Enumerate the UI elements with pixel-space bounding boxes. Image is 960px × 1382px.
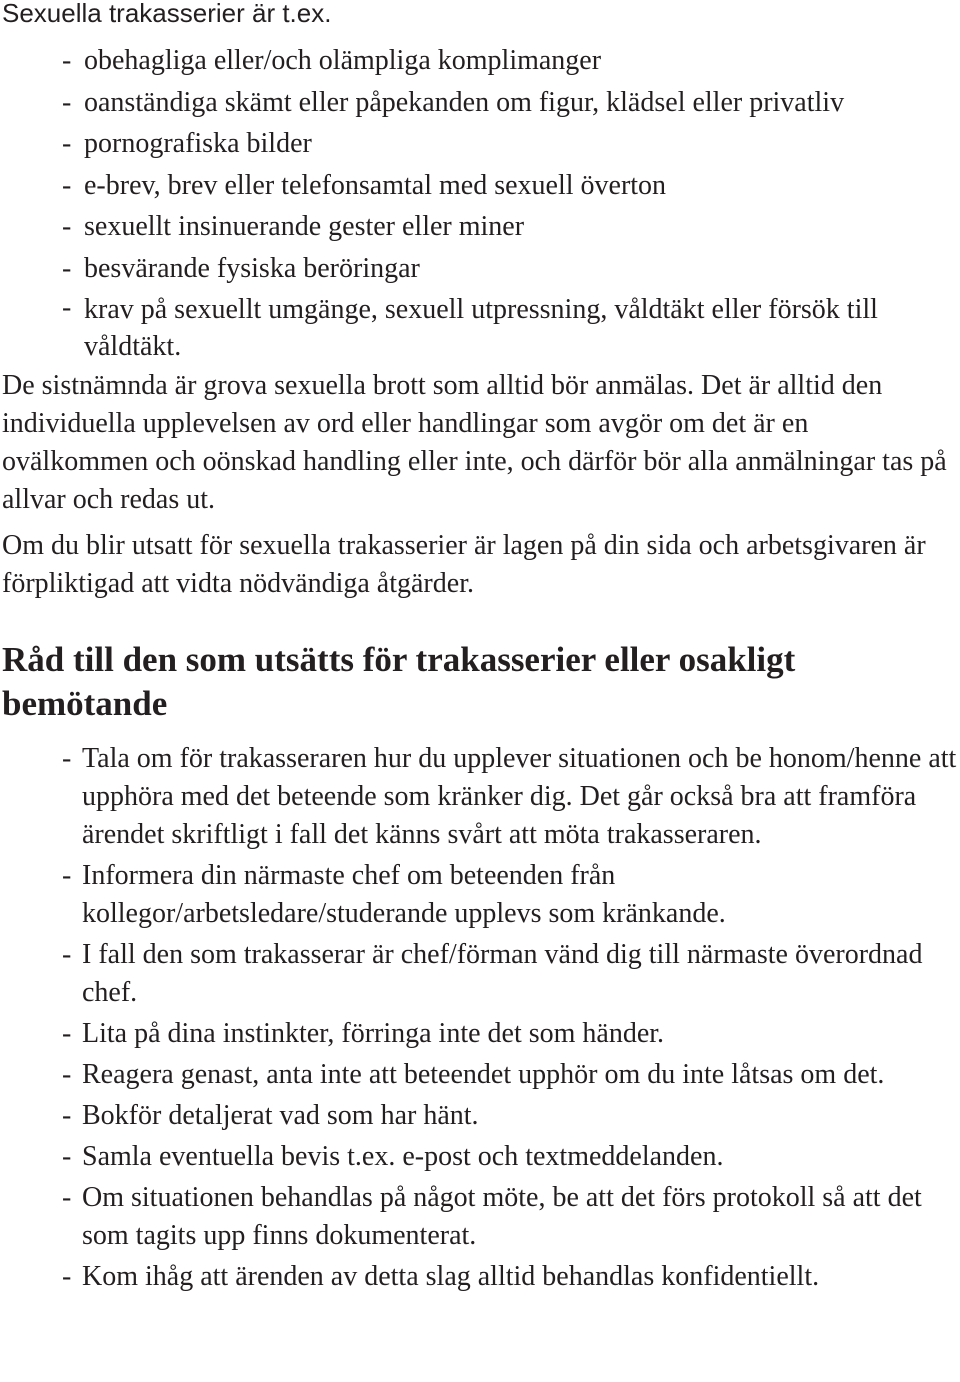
list-item-text: Lita på dina instinkter, förringa inte det som händer. (82, 1018, 665, 1049)
list-item (62, 740, 960, 854)
list-dash: - (62, 743, 72, 774)
paragraph-serious-crimes: De sistnämnda är grova sexuella brott som alltid bör anmälas. Det är alltid den individuella upplevelsen av ord eller handlingar som avgör om det är en ovälkommen och oönskad handling eller inte, och därför bör alla anmälningar tas på allvar och redas ut. (2, 370, 947, 515)
list-dash: - (62, 45, 72, 76)
list-item-text: e-brev, brev eller telefonsamtal med sexuell överton (84, 169, 667, 201)
list-dash: - (62, 1018, 72, 1049)
list-item-text: Informera din närmaste chef om beteenden från kollegor/arbetsledare/studerande upplevs som kränkande. (82, 860, 726, 929)
list-dash: - (62, 1182, 72, 1213)
list-item-text: obehagliga eller/och olämpliga komplimanger (84, 45, 602, 76)
list-item-text: Samla eventuella bevis t.ex. e-post och textmeddelanden. (82, 1141, 724, 1172)
list-item-text: oanständiga skämt eller påpekanden om figur, klädsel eller privatliv (84, 86, 845, 118)
list-dash: - (62, 1261, 72, 1292)
list-dash: - (62, 292, 72, 323)
list-item (62, 206, 960, 248)
list-item (62, 1258, 960, 1296)
list-item (62, 1056, 960, 1094)
list-item (62, 248, 960, 290)
list-dash: - (62, 860, 72, 891)
intro-heading: Sexuella trakasserier är t.ex. (2, 0, 332, 28)
list-item (62, 165, 960, 207)
list-item-text: sexuellt insinuerande gester eller miner (84, 211, 525, 242)
list-dash: - (62, 86, 72, 118)
list-item-text: Om situationen behandlas på något möte, be att det förs protokoll så att det som tagits upp finns dokumenterat. (82, 1182, 922, 1251)
list-item (62, 1015, 960, 1053)
advice-heading: Råd till den som utsätts för trakasserier eller osakligt bemötande (2, 640, 796, 723)
list-item (62, 123, 960, 165)
list-item (62, 1097, 960, 1135)
list-item-text: pornografiska bilder (84, 128, 312, 159)
list-item-text: I fall den som trakasserar är chef/förman vänd dig till närmaste överordnad chef. (82, 939, 923, 1008)
list-dash: - (62, 128, 72, 159)
list-item (62, 857, 960, 933)
advice-list (62, 740, 960, 1299)
list-item-text: Tala om för trakasseraren hur du upplever situationen och be honom/henne att upphöra med det beteende som kränker dig. Det går också bra att framföra ärendet skriftligt i fall det känns svårt att möta trakasseraren. (82, 743, 957, 850)
paragraph-employer-obligation: Om du blir utsatt för sexuella trakasserier är lagen på din sida och arbetsgivaren är förpliktigad att vidta nödvändiga åtgärder. (2, 530, 926, 599)
list-item-text: Bokför detaljerat vad som har hänt. (82, 1100, 479, 1131)
list-dash: - (62, 211, 72, 242)
list-dash: - (62, 1141, 72, 1172)
list-item (62, 936, 960, 1012)
list-item-text: Reagera genast, anta inte att beteendet upphör om du inte låtsas om det. (82, 1059, 885, 1090)
list-dash: - (62, 252, 72, 284)
list-item-text: Kom ihåg att ärenden av detta slag alltid behandlas konfidentiellt. (82, 1261, 820, 1292)
examples-list (62, 40, 960, 365)
list-dash: - (62, 939, 72, 970)
list-item (62, 1138, 960, 1176)
list-item (62, 289, 960, 365)
list-item-text: besvärande fysiska beröringar (84, 252, 420, 284)
list-item (62, 1179, 960, 1255)
list-dash: - (62, 1100, 72, 1131)
list-dash: - (62, 1059, 72, 1090)
list-item (62, 82, 960, 124)
list-dash: - (62, 169, 72, 201)
list-item (62, 40, 960, 82)
list-item-text: krav på sexuellt umgänge, sexuell utpressning, våldtäkt eller försök till våldtäkt. (84, 294, 878, 362)
